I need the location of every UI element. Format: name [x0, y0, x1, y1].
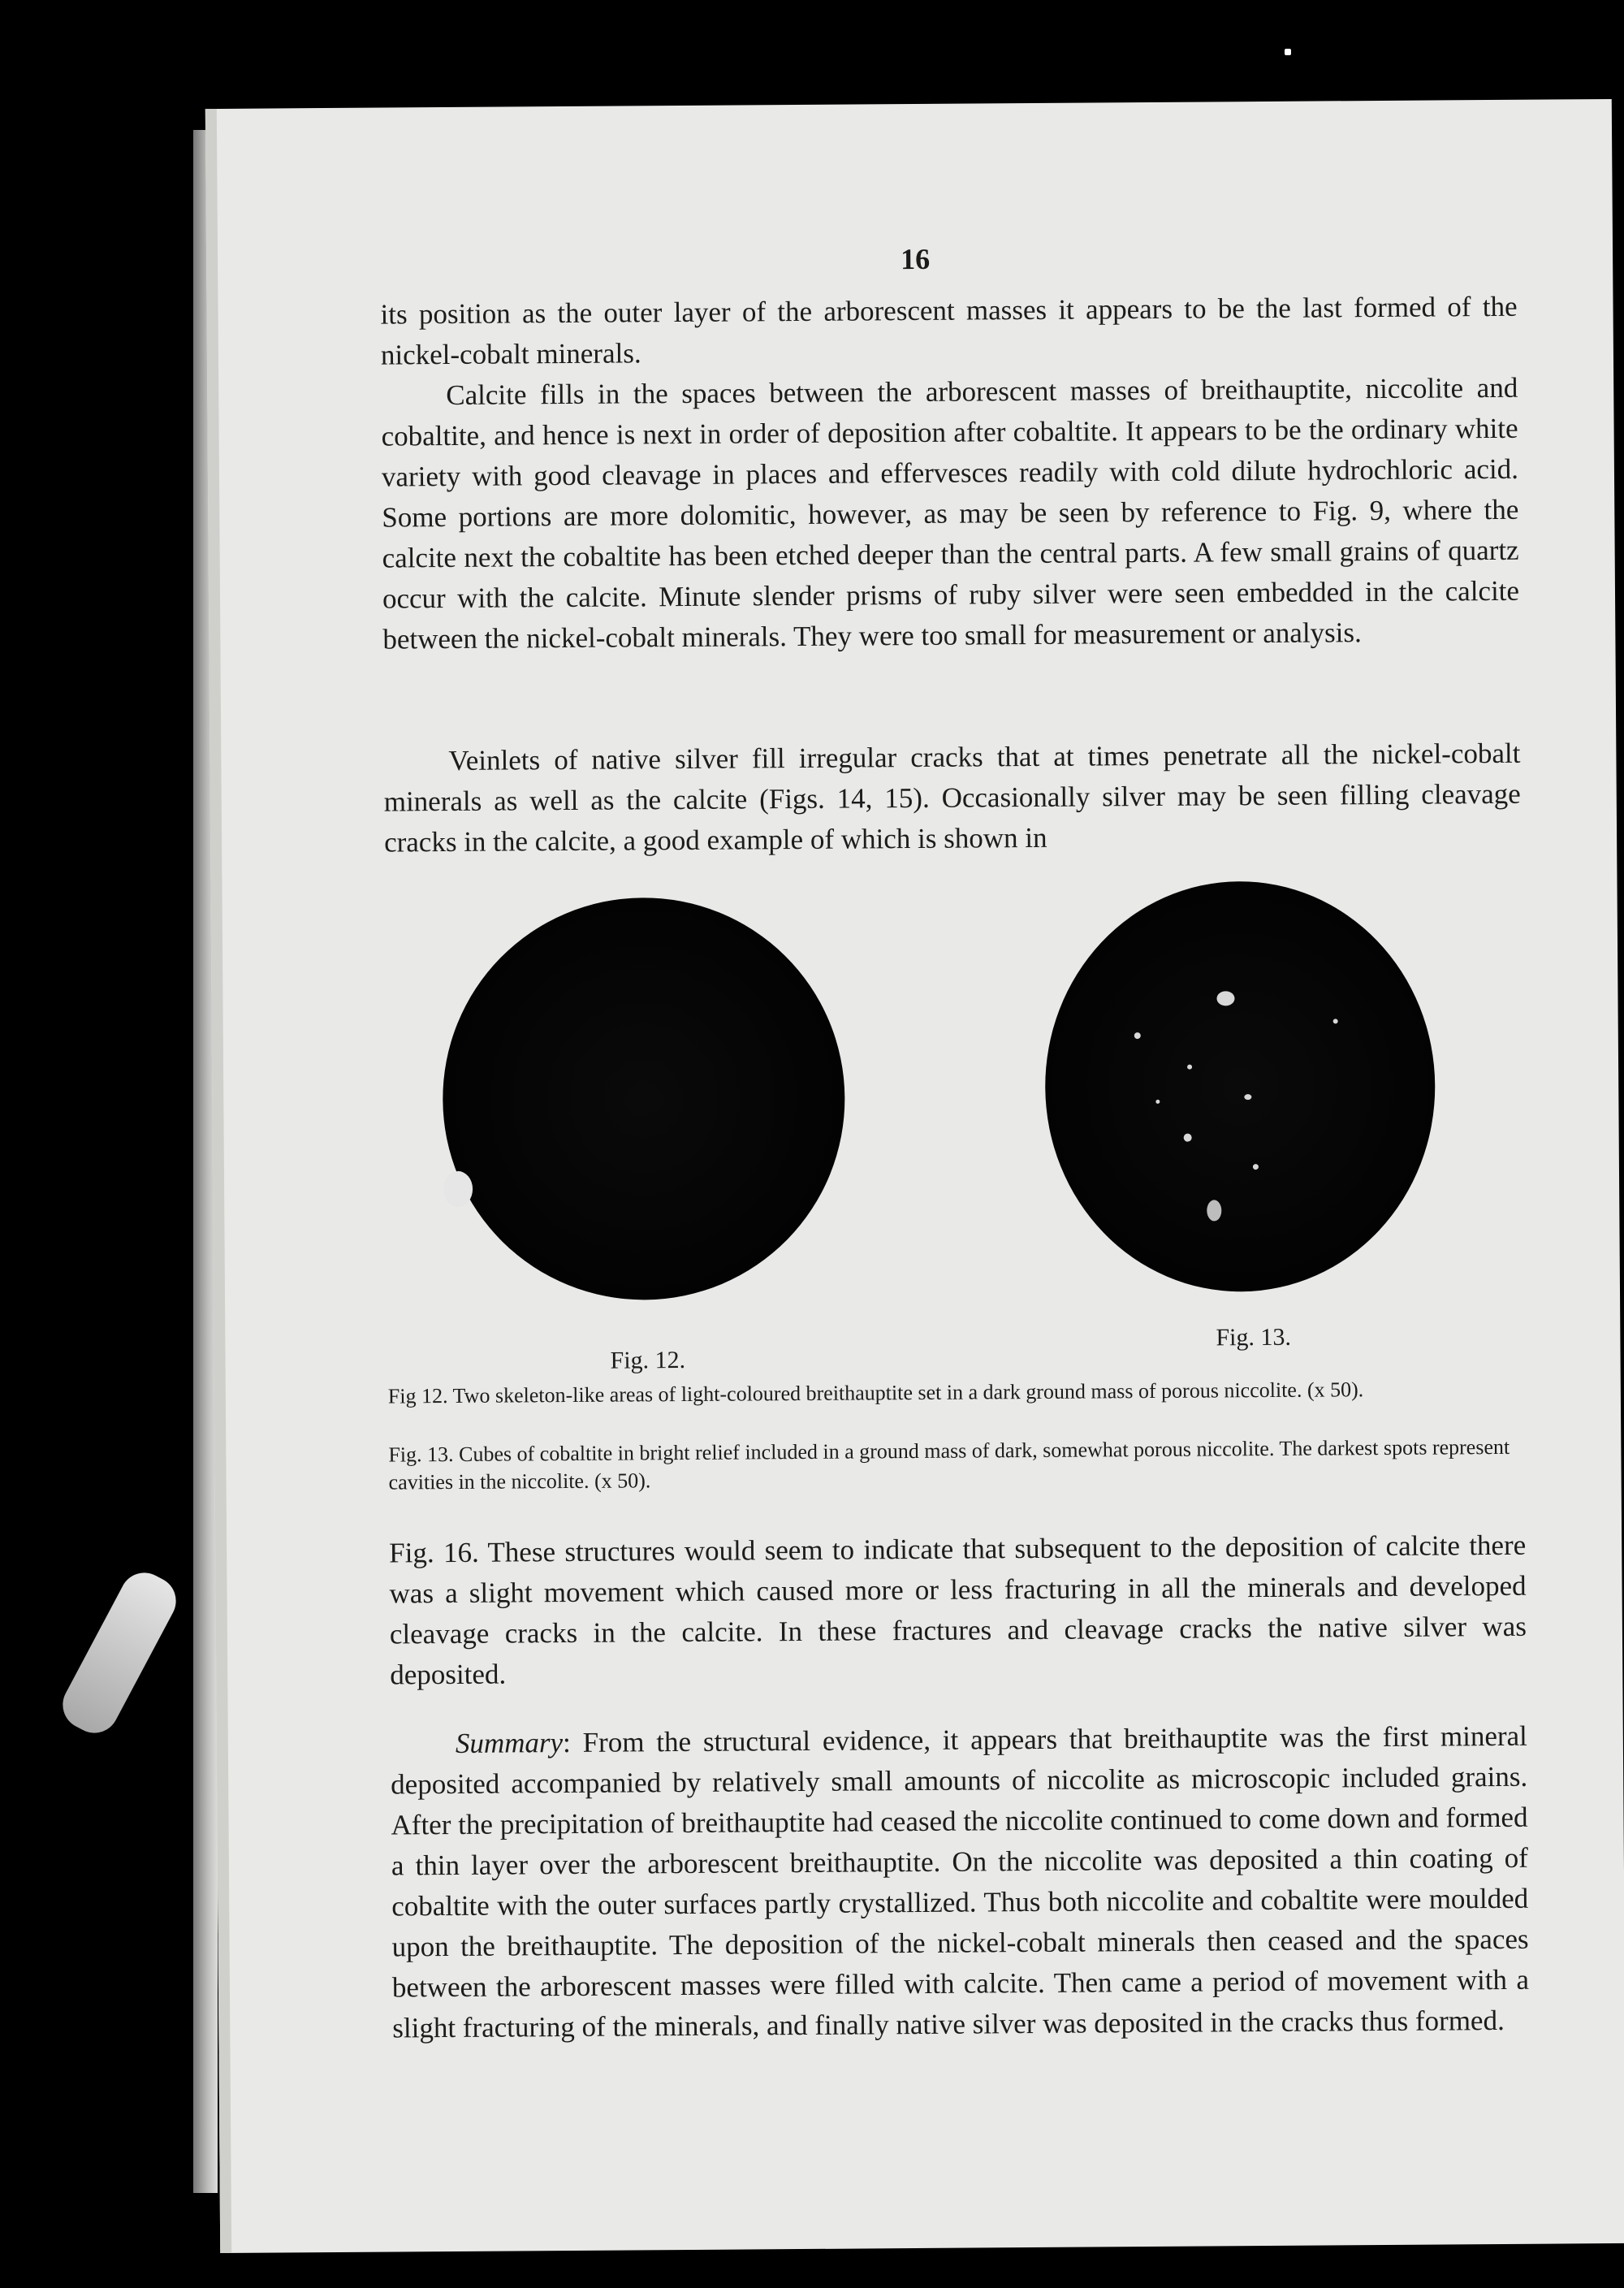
paragraph-1: its position as the outer layer of the arborescent masses it appears to be the last formed of the nickel-cobalt minerals.: [380, 290, 1518, 371]
caption-fig-13-number: Fig. 13.: [388, 1442, 454, 1467]
summary-paragraph: [391, 1716, 1530, 2049]
cobaltite-speck: [1244, 1094, 1251, 1100]
cobaltite-speck: [1155, 1100, 1160, 1104]
micrograph-fig-12: [442, 897, 846, 1301]
caption-fig-12: [388, 1375, 1525, 1411]
caption-fig-13-text: Cubes of cobaltite in bright relief included in a ground mass of dark, somewhat porous niccolite. The darkest spots represent cavities in the niccolite. (x 50).: [388, 1434, 1510, 1494]
caption-fig-12-number: Fig 12.: [387, 1384, 448, 1408]
cobaltite-speck: [1134, 1032, 1141, 1039]
light-glare: [54, 1564, 184, 1741]
bright-patch: [443, 1171, 473, 1207]
summary-text: : From the structural evidence, it appears that breithauptite was the first mineral deposited accompanied by relatively small amounts of niccolite as microscopic included grains. After the precipitation of breithauptite had ceased the niccolite continued to come down and formed a thin layer over the arborescent breithauptite. On the niccolite was deposited a thin coating of cobaltite with the outer surfaces partly crystallized. Thus both niccolite and cobaltite were moulded upon the breithauptite. The deposition of the nickel-cobalt minerals then ceased and the spaces between the arborescent masses were filled with calcite. Then came a period of movement with a slight fracturing of the minerals, and finally native silver was deposited in the cracks thus formed.: [391, 1719, 1530, 2044]
micrograph-fig-13: [1043, 880, 1436, 1293]
caption-fig-12-text: Two skeleton-like areas of light-coloured breithauptite set in a dark ground mass of porous niccolite. (x 50).: [452, 1378, 1364, 1408]
caption-fig-13: [388, 1434, 1525, 1497]
cobaltite-speck: [1184, 1134, 1192, 1142]
figure-12-label: Fig. 12.: [610, 1346, 686, 1374]
cobaltite-speck: [1187, 1065, 1192, 1070]
figure-13-label: Fig. 13.: [1216, 1323, 1292, 1352]
cobaltite-speck: [1216, 991, 1234, 1006]
cobaltite-speck: [1207, 1200, 1221, 1221]
cobaltite-speck: [1253, 1164, 1259, 1170]
summary-heading: Summary: [455, 1727, 564, 1759]
page-number: 16: [900, 242, 931, 276]
paragraph-2: Calcite fills in the spaces between the arborescent masses of breithauptite, niccolite and cobaltite, and hence is next in order of deposition after cobaltite. It appears to be the ordinary white variety with good cleavage in places and effervesces readily with cold dilute hydrochloric acid. Some portions are more dolomitic, however, as may be seen by reference to Fig. 9, where the calcite next the cobaltite has been etched deeper than the central parts. A few small grains of quartz occur with the calcite. Minute slender prisms of ruby silver were seen embedded in the calcite between the nickel-cobalt minerals. They were too small for measurement or analysis.: [381, 371, 1520, 655]
paragraph-3: Veinlets of native silver fill irregular cracks that at times penetrate all the nickel-cobalt minerals as well as the calcite (Figs. 14, 15). Occasionally silver may be seen filling cleavage cracks in the calcite, a good example of which is shown in: [383, 737, 1521, 859]
document-page: [205, 99, 1624, 2253]
cobaltite-speck: [1333, 1019, 1338, 1023]
paragraph-4: Fig. 16. These structures would seem to indicate that subsequent to the deposition of calcite there was a slight movement which caused more or less fracturing in all the minerals and developed cleavage cracks in the calcite. In these fractures and cleavage cracks the native silver was deposited.: [389, 1529, 1527, 1691]
dust-speck: [1285, 49, 1291, 55]
